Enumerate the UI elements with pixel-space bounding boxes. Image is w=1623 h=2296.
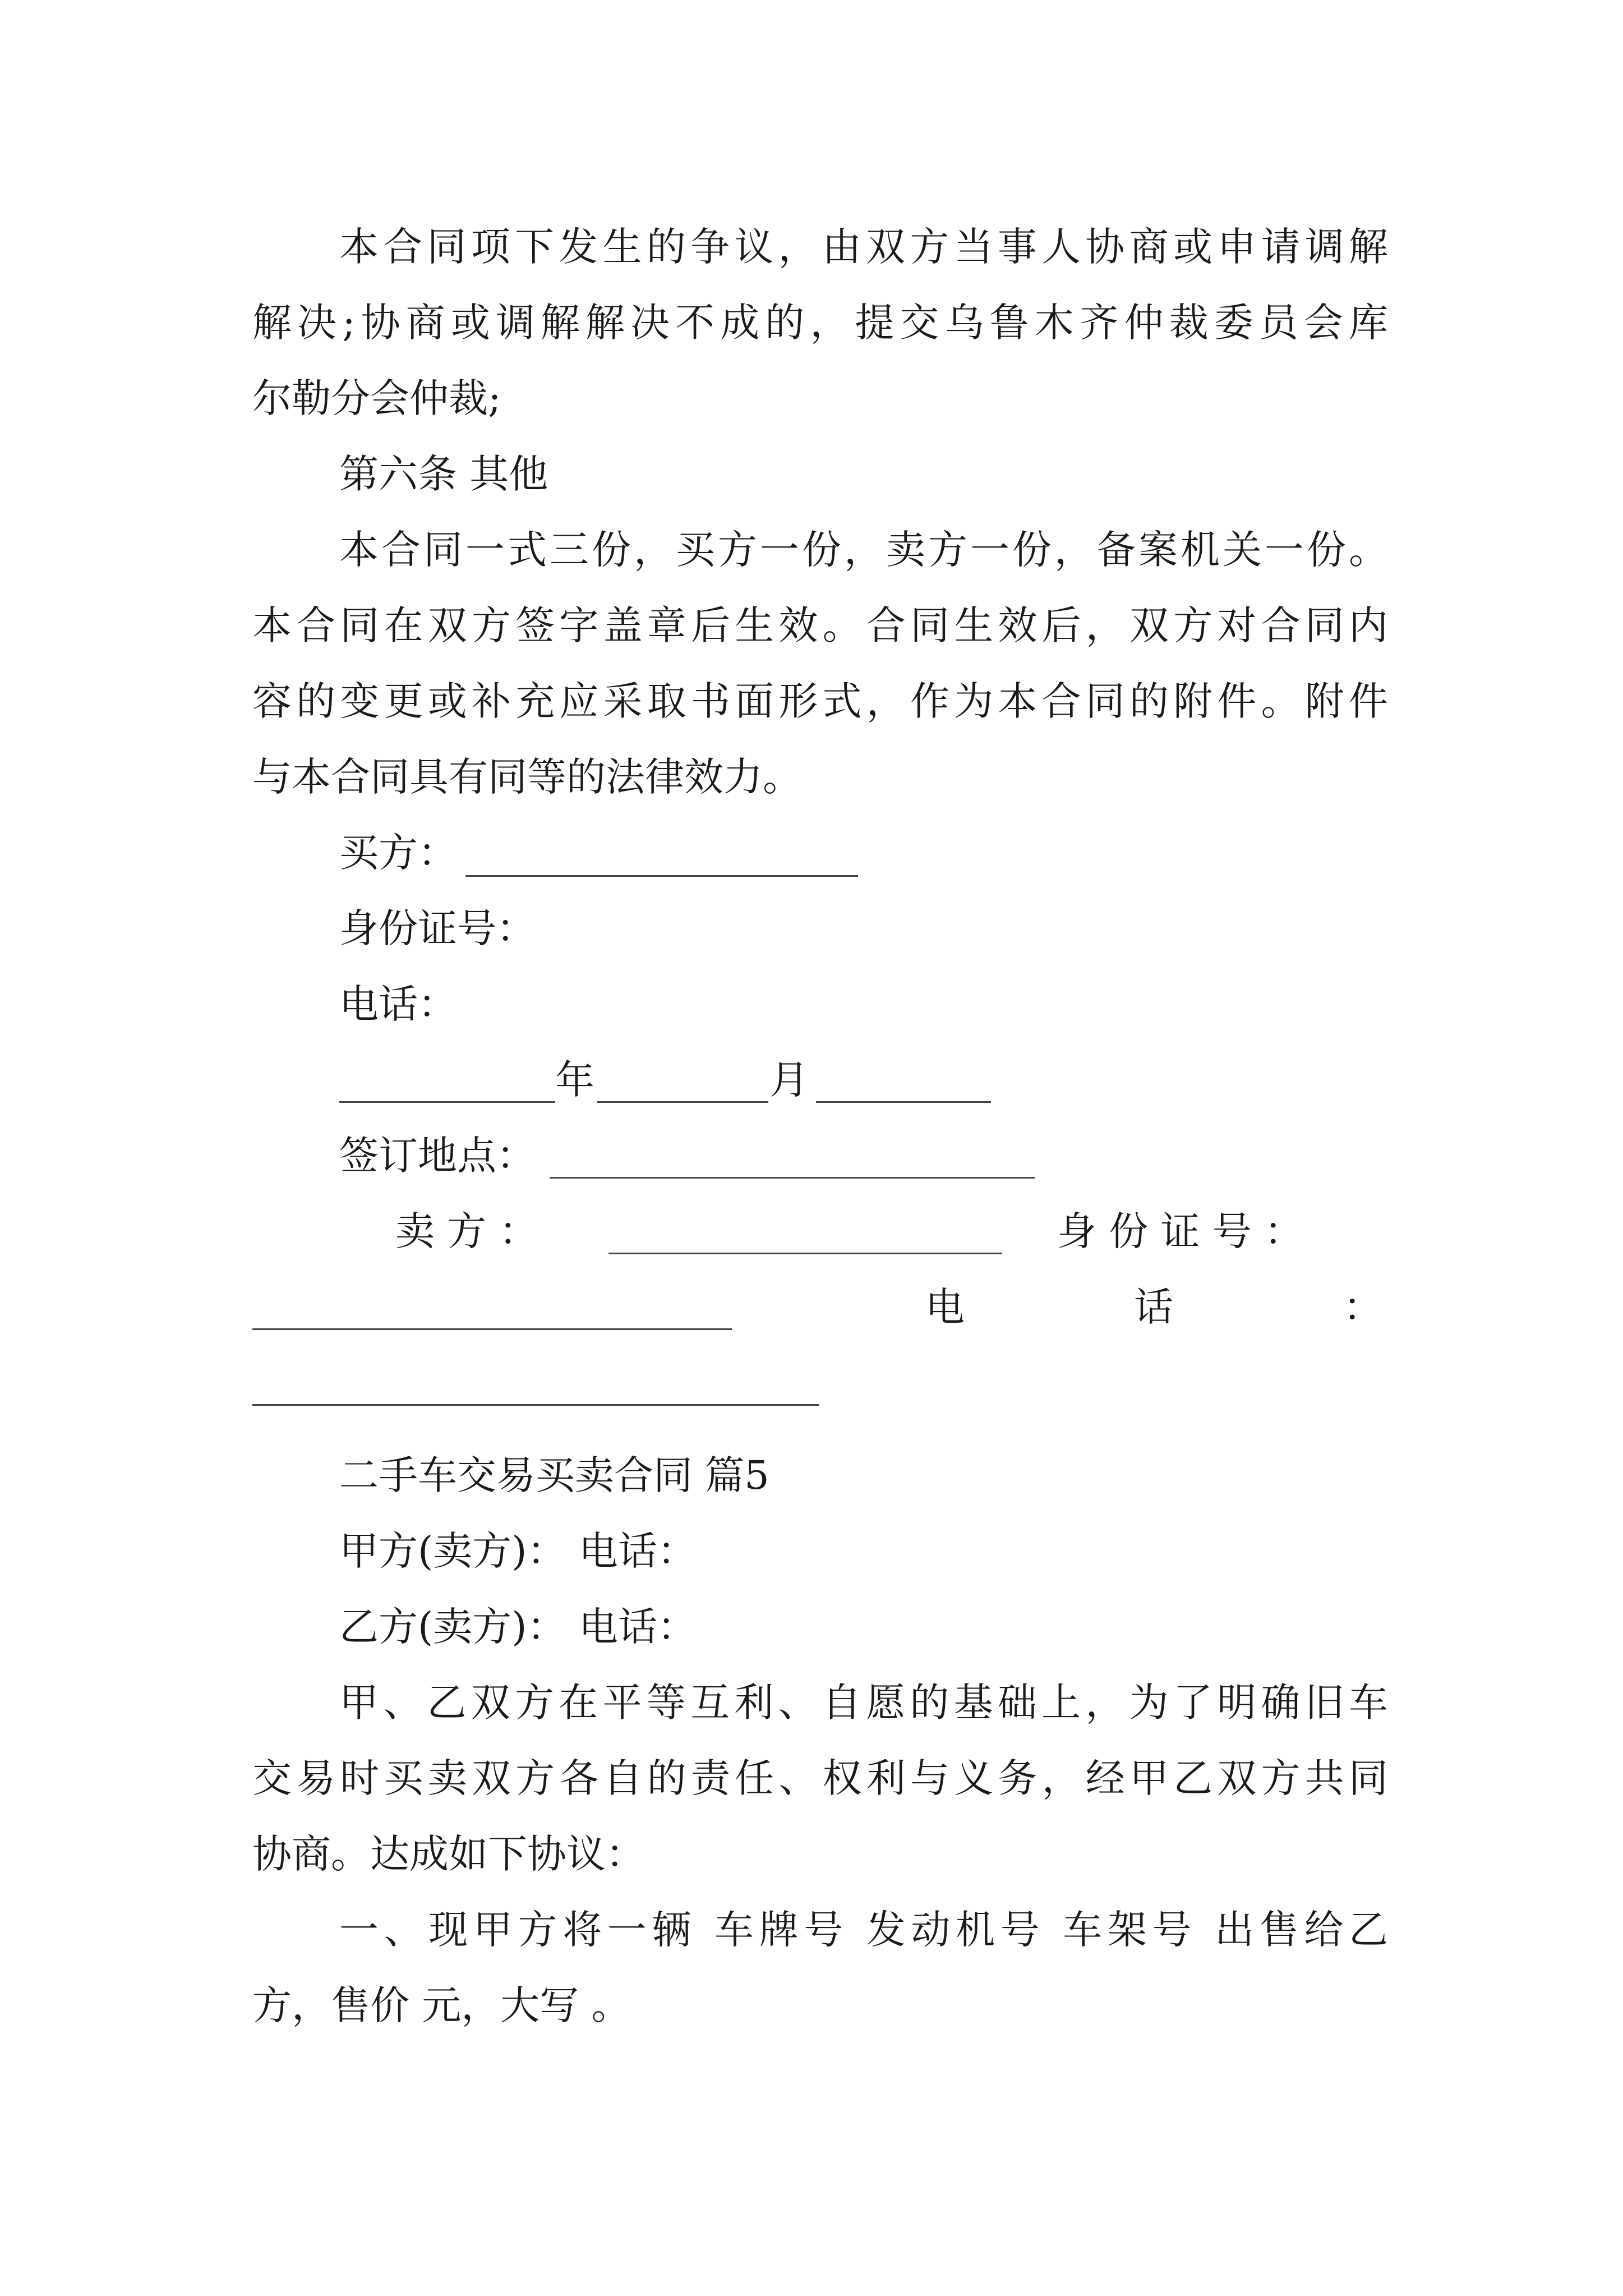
paragraph-line: 本合同一式三份，买方一份，卖方一份，备案机关一份。: [339, 527, 1388, 573]
paragraph-line: 尔勒分会仲裁;: [252, 375, 501, 421]
section-title: 二手车交易买卖合同 篇5: [339, 1452, 769, 1498]
seller-id-blank: [252, 1328, 732, 1330]
paragraph-line: 一、现甲方将一辆 车牌号 发动机号 车架号 出售给乙: [339, 1907, 1388, 1953]
date-day-blank: [816, 1101, 991, 1103]
paragraph-line: 容的变更或补充应采取书面形式，作为本合同的附件。附件: [252, 678, 1388, 724]
buyer-label: 买方：: [339, 830, 457, 876]
party-b-line: 乙方(卖方)： 电话：: [339, 1604, 697, 1650]
seller-phone-char: 话: [1134, 1284, 1173, 1330]
year-label: 年: [555, 1057, 594, 1103]
paragraph-line: 本合同项下发生的争议，由双方当事人协商或申请调解: [339, 224, 1388, 270]
seller-phone-char: 电: [925, 1284, 965, 1330]
id-number-label: 身份证号：: [339, 905, 536, 951]
month-label: 月: [769, 1057, 809, 1103]
seller-id-label: 身 份 证 号 ：: [1057, 1208, 1304, 1254]
paragraph-line: 解决;协商或调解解决不成的，提交乌鲁木齐仲裁委员会库: [252, 300, 1388, 346]
date-year-blank: [339, 1101, 555, 1103]
signing-place-label: 签订地点：: [339, 1133, 536, 1179]
seller-blank: [608, 1253, 1002, 1254]
phone-label: 电话：: [339, 981, 457, 1027]
paragraph-line: 与本合同具有同等的法律效力。: [252, 754, 802, 800]
date-month-blank: [597, 1101, 768, 1103]
paragraph-line: 交易时买卖双方各自的责任、权利与义务，经甲乙双方共同: [252, 1755, 1388, 1801]
seller-phone-blank: [252, 1404, 819, 1406]
article-heading: 第六条 其他: [339, 451, 548, 497]
buyer-blank: [465, 875, 858, 877]
paragraph-line: 协商。达成如下协议：: [252, 1831, 645, 1877]
paragraph-line: 本合同在双方签字盖章后生效。合同生效后，双方对合同内: [252, 602, 1388, 648]
paragraph-line: 方，售价 元，大写 。: [252, 1982, 631, 2028]
seller-phone-colon: ：: [1343, 1284, 1382, 1330]
signing-place-blank: [550, 1177, 1035, 1179]
party-a-line: 甲方(卖方)： 电话：: [339, 1528, 697, 1574]
paragraph-line: 甲、乙双方在平等互利、自愿的基础上，为了明确旧车: [339, 1680, 1388, 1726]
seller-label: 卖 方 ：: [395, 1208, 538, 1254]
